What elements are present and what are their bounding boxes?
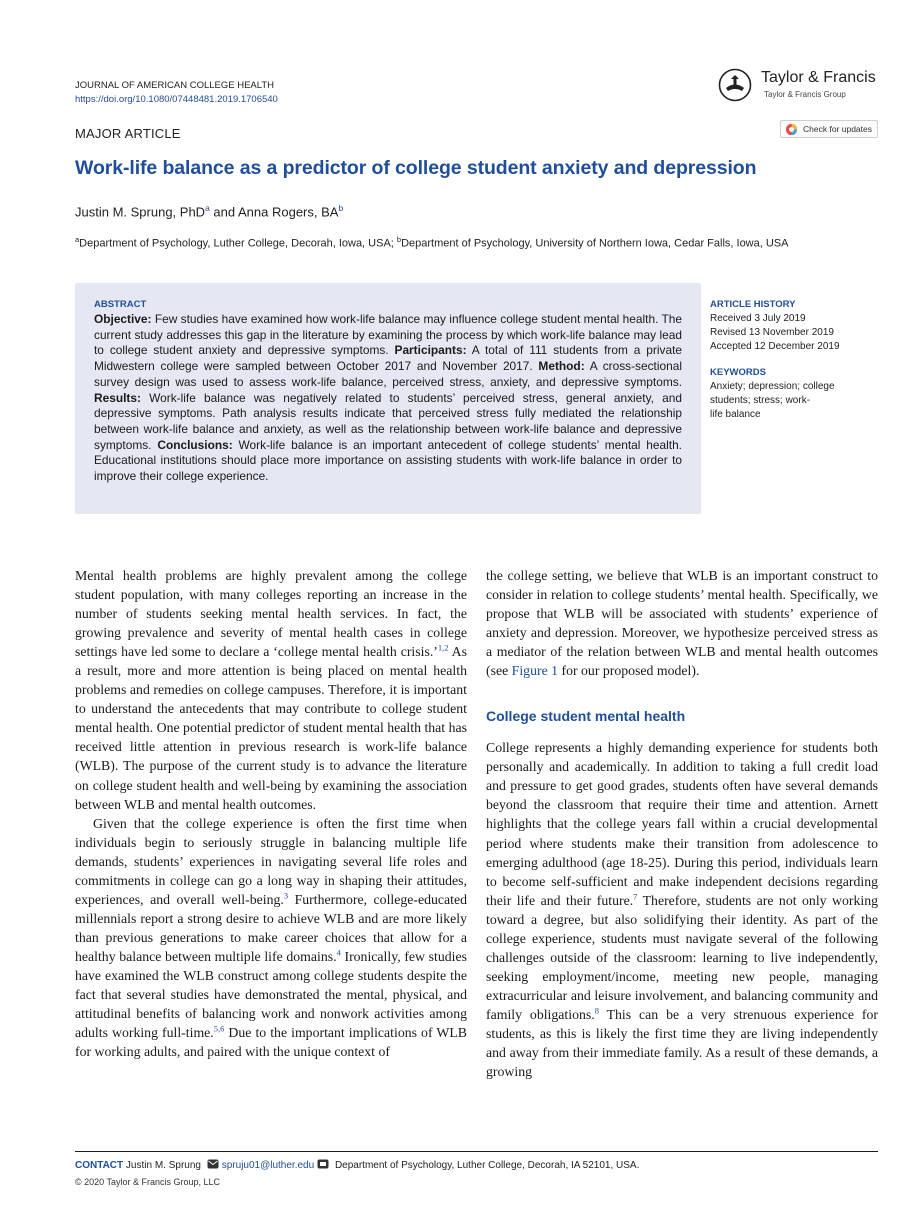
affil-b-text: Department of Psychology, University of Northern Iowa, Cedar Falls, Iowa, USA <box>401 237 789 250</box>
revised-date: Revised 13 November 2019 <box>710 327 834 338</box>
citation-1-2[interactable]: 1,2 <box>437 642 449 653</box>
publisher-logo[interactable] <box>718 68 883 106</box>
keywords-line-2: students; stress; work- <box>710 395 811 406</box>
author-1[interactable]: Justin M. Sprung, PhD <box>75 204 206 220</box>
citation-4[interactable]: 4 <box>336 947 341 958</box>
abstract-content <box>94 298 682 485</box>
section-heading: College student mental health <box>486 708 686 725</box>
journal-name: JOURNAL OF AMERICAN COLLEGE HEALTH <box>75 80 275 91</box>
copyright: © 2020 Taylor & Francis Group, LLC <box>75 1177 221 1187</box>
affiliations <box>75 232 875 252</box>
keywords-heading: KEYWORDS <box>710 367 766 378</box>
author-conjunction: and <box>209 204 238 220</box>
method-label: Method: <box>538 359 585 374</box>
received-date: Received 3 July 2019 <box>710 313 806 324</box>
doi-link[interactable]: https://doi.org/10.1080/07448481.2019.1706540 <box>75 94 278 105</box>
participants-text: A total of 111 students from a private Midwestern college were sampled between October 2017 and November 2017. <box>94 343 682 374</box>
body-text: Mental health problems are highly prevalent among the college student population, with many colleges reporting an increase in the number of students seeking mental health services. In fact, the growing prevalence and severity of mental health cases in college settings have led some to declare a ‘college mental health crisis.’ <box>75 568 467 660</box>
citation-5-6[interactable]: 5,6 <box>213 1023 225 1034</box>
contact-line <box>75 1159 639 1171</box>
affil-a-marker: a <box>75 235 80 244</box>
body-paragraph-2 <box>75 814 467 1062</box>
figure-1-link[interactable]: Figure 1 <box>511 663 559 679</box>
article-meta-sidebar <box>710 298 880 422</box>
body-paragraph-1 <box>75 566 467 814</box>
method-text: A cross-sectional survey design was used to assess work-life balance, perceived stress, anxiety, and depressive symptoms. <box>94 359 682 389</box>
contact-address: Department of Psychology, Luther College, Decorah, IA 52101, USA. <box>332 1160 640 1171</box>
article-title: Work-life balance as a predictor of college student anxiety and depression <box>75 157 757 179</box>
citation-3[interactable]: 3 <box>283 890 289 901</box>
check-for-updates-button[interactable] <box>780 120 878 138</box>
article-history-heading: ARTICLE HISTORY <box>710 299 796 310</box>
body-paragraph-3 <box>486 566 878 680</box>
body-text: for our proposed model). <box>558 663 700 679</box>
body-paragraph-4 <box>486 738 878 1081</box>
publisher-name: Taylor & Francis <box>761 69 876 86</box>
keywords-line-1: Anxiety; depression; college <box>710 381 835 392</box>
conclusions-label: Conclusions: <box>157 437 233 452</box>
conclusions-text: Work-life balance is an important antecedent of college students’ mental health. Educational institutions should place more importance on assisting students with work-life balance in order to improve their college experience. <box>94 437 682 484</box>
contact-name: Justin M. Sprung <box>123 1160 204 1171</box>
abstract-text <box>94 312 682 485</box>
accepted-date: Accepted 12 December 2019 <box>710 341 840 352</box>
check-updates-icon <box>785 123 798 136</box>
keywords-line-3: life balance <box>710 409 761 420</box>
contact-label: CONTACT <box>75 1160 124 1171</box>
affil-b-marker: b <box>396 235 402 244</box>
journal-header <box>75 79 278 107</box>
results-text: Work-life balance was negatively related to students’ perceived stress, general anxiety, and depressive symptoms. Path analysis results indicate that perceived stress fully mediated the relationship between work-life balance and anxiety, as well as the relationship between work-life balance and depressive symptoms. <box>94 390 682 452</box>
author-1-affil-marker[interactable]: a <box>205 203 210 213</box>
body-text: Therefore, students are not only working toward a degree, but also solidifying their identity. As part of the college experience, students must navigate several of the following challenges outside of the classroom: learning to live independently, seeking employment/income, meeting new people, managing extracurricular and leisure involvement, and balancing community and family obligations. <box>486 892 879 1022</box>
citation-7[interactable]: 7 <box>633 891 638 902</box>
taylor-francis-logo-icon <box>718 68 752 102</box>
objective-text: Few studies have examined how work-life balance may influence college student mental health. The current study addresses this gap in the literature by examining the process by which work-life balance may lead to college student anxiety and depressive symptoms. <box>94 312 682 358</box>
abstract-heading: ABSTRACT <box>94 299 147 310</box>
email-icon <box>207 1159 219 1169</box>
body-text: As a result, more and more attention is being placed on mental health problems and remedies on college campuses. Therefore, it is important to understand the antecedents that may contribute to college student mental health. One potential predictor of student mental health that has received little attention in previous research is work-life balance (WLB). The purpose of the current study is to advance the literature on college student health and well-being by examining the association between WLB and mental health outcomes. <box>75 644 467 812</box>
body-text: the college setting, we believe that WLB is an important construct to consider in relation to college students’ mental health. Specifically, we propose that WLB will be associated with students’ experience of anxiety and depression. Moreover, we hypothesize perceived stress as a mediator of the relation between WLB and mental health outcomes (see <box>486 568 878 679</box>
author-2-affil-marker[interactable]: b <box>338 203 344 213</box>
contact-email-link[interactable]: spruju01@luther.edu <box>221 1160 315 1171</box>
address-icon <box>317 1159 329 1169</box>
body-text: This can be a very strenuous experience for students, as this is likely the first time they are living independently and away from their immediate family. As a result of these demands, a growing <box>486 1006 878 1080</box>
objective-label: Objective: <box>94 312 152 326</box>
article-type: MAJOR ARTICLE <box>75 126 181 141</box>
author-list <box>75 203 343 219</box>
author-2[interactable]: Anna Rogers, BA <box>238 204 339 220</box>
body-text: Ironically, few studies have examined the WLB construct among college students despite the fact that several studies have demonstrated the mental, physical, and attitudinal benefits of balancing work and nonwork activities among adults working full-time. <box>75 948 467 1041</box>
check-updates-label: Check for updates <box>803 124 872 134</box>
abstract-box <box>75 283 701 514</box>
body-column-left <box>75 566 467 1061</box>
body-text: Given that the college experience is often the first time when individuals begin to seriously struggle in balancing multiple life demands, students’ experiences in navigating several life roles and commitments in college can go a long way in shaping their attitudes, experiences, and overall well-being. <box>75 815 467 907</box>
body-text: Furthermore, college-educated millennials report a strong desire to achieve WLB and are more likely than previous generations to make career choices that allow for a healthy balance between multiple life domains. <box>75 891 467 964</box>
publisher-group: Taylor & Francis Group <box>764 90 846 99</box>
affil-a-text: Department of Psychology, Luther College, Decorah, Iowa, USA; <box>79 237 397 250</box>
body-column-right <box>486 566 878 1081</box>
body-text: College represents a highly demanding experience for students both personally and academically. In addition to taking a full credit load and pressure to get good grades, students often have several demands beyond the classroom that require their time and attention. Arnett highlights that the college years fall within a crucial developmental period where students make their transition from adolescence to emerging adulthood (age 18-25). During this period, individuals learn to become self-sufficient and make independent decisions regarding their life and their future. <box>486 740 878 908</box>
citation-8[interactable]: 8 <box>594 1005 599 1016</box>
footer-divider <box>75 1151 878 1152</box>
body-text: Due to the important implications of WLB for working adults, and paired with the unique context of <box>75 1025 467 1060</box>
results-label: Results: <box>94 390 141 405</box>
participants-label: Participants: <box>394 343 467 358</box>
